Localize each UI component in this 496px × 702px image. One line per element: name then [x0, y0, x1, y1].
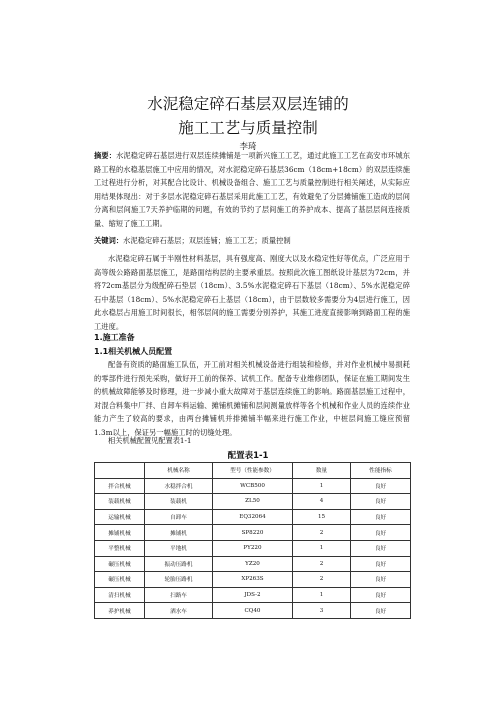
table-cell: 良好 — [351, 509, 411, 525]
table-cell: 扫路车 — [145, 587, 213, 603]
table-cell: 良好 — [351, 587, 411, 603]
table-header-cell: 机械名称 — [145, 463, 213, 479]
table-cell: 良好 — [351, 540, 411, 556]
table-cell: 运输机械 — [95, 509, 145, 525]
table-cell: 摊铺机 — [145, 525, 213, 541]
table-cell: 2 — [293, 556, 351, 572]
abstract — [94, 149, 410, 231]
table-header-cell: 性能指标 — [351, 463, 411, 479]
table-cell: 平地机 — [145, 540, 213, 556]
table-cell: 良好 — [351, 572, 411, 588]
table-cell: EQ32064 — [213, 509, 293, 525]
table-row — [95, 540, 411, 556]
equipment-paragraph: 配备有资质的路面施工队伍，开工前对相关机械设备进行组装和检修，并对作业机械中易损耗的零部件进行预先采购，做好开工前的保养、试机工作。配备专业维修团队，保证在施工期间发生的机械故障能够及时修理，进一步减小重大故障对于基层连续施工的影响。路面基层施工过程中，对混合料集中厂拌、自卸车料运输、摊铺机摊铺和层间测量放样等各个机械和作业人员的连续作业能力产生了较高的要求，由两台摊铺机并排摊铺半幅来进行施工作业，中桩层间施工缝应预留1.3m以上，保证另一幅施工时的切缝处理。 — [94, 360, 410, 437]
table-cell: 15 — [293, 509, 351, 525]
table-row — [95, 509, 411, 525]
table-cell: 清扫机械 — [95, 587, 145, 603]
table-cell: 良好 — [351, 603, 411, 619]
table-cell: 1 — [293, 540, 351, 556]
table-cell: 装载机 — [145, 494, 213, 510]
keywords-label: 关键词： — [94, 236, 124, 245]
title-line-1: 水泥稳定碎石基层双层连铺的 — [147, 95, 349, 113]
table-cell: 2 — [293, 572, 351, 588]
table-cell: JDS-2 — [213, 587, 293, 603]
table-cell: 装载机械 — [95, 494, 145, 510]
table-row — [95, 572, 411, 588]
table-cell: PY220 — [213, 540, 293, 556]
table-cell: 自卸车 — [145, 509, 213, 525]
table-cell: CQ40 — [213, 603, 293, 619]
table-cell: 1 — [293, 478, 351, 494]
table-row — [95, 556, 411, 572]
table-cell: 拌合机械 — [95, 478, 145, 494]
table-cell: 水稳拌合机 — [145, 478, 213, 494]
table-cell: 碾压机械 — [95, 556, 145, 572]
table-cell: 1 — [293, 587, 351, 603]
table-cell: 4 — [293, 494, 351, 510]
table-cell: 良好 — [351, 556, 411, 572]
table-title: 配置表1-1 — [227, 451, 269, 461]
table-cell: 3 — [293, 603, 351, 619]
table-cell: 碾压机械 — [95, 572, 145, 588]
table-cell: 良好 — [351, 525, 411, 541]
table-row — [95, 478, 411, 494]
table-cell: WCB500 — [213, 478, 293, 494]
table-cell: 良好 — [351, 478, 411, 494]
table-row — [95, 494, 411, 510]
table-cell: 平整机械 — [95, 540, 145, 556]
table-header-cell — [95, 463, 145, 479]
table-lead-text: 相关机械配置见配置表1-1 — [108, 436, 192, 445]
abstract-label: 摘要： — [94, 151, 117, 160]
table-row — [95, 587, 411, 603]
table-cell: XP263S — [213, 572, 293, 588]
table-cell: 轮胎压路机 — [145, 572, 213, 588]
table-cell: SP8220 — [213, 525, 293, 541]
equipment-table — [94, 462, 411, 619]
table-cell: 洒水车 — [145, 603, 213, 619]
intro-paragraph: 水泥稳定碎石属于半刚性材料基层，具有强度高、刚度大以及水稳定性好等优点，广泛应用于高等级公路路面基层施工，是路面结构层的主要承重层。按照此次施工图纸设计基层为72cm，并将72cm基层分为级配碎石垫层（18cm）、3.5%水泥稳定碎石下基层（18cm）、5%水泥稳定碎石中基层（18cm）、5%水泥稳定碎石上基层（18cm），由于层数较多需要分为4层进行施工，因此水稳层占用施工时间很长，相邻层间的施工需要分别养护，其施工进度直接影响到路面工程的施工进度。 — [94, 254, 410, 331]
table-header-row — [95, 463, 411, 479]
abstract-text: 水泥稳定碎石基层进行双层连续摊铺是一项新兴施工工艺，通过此施工工艺在高安市环城东路工程的水稳基层施工中应用的情况，对水泥稳定碎石基层36cm（18cm+18cm）的双层连续施工过程进行分析，对其配合比设计、机械设备组合、施工工艺与质量控制进行相关阐述，从实际应用结果体现出：对于多层水泥稳定碎石基层采用此施工工艺，有效避免了分层摊铺施工造成的层间分离和层间施工7天养护临期的问题，有效的节约了层间施工的养护成本、提高了基层层间连接质量、缩短了施工工期。 — [94, 151, 410, 228]
table-cell: ZL50 — [213, 494, 293, 510]
title-line-2: 施工工艺与质量控制 — [178, 119, 318, 137]
table-cell: 摊铺机械 — [95, 525, 145, 541]
keywords-text: 水泥稳定碎石基层；双层连铺；施工工艺；质量控制 — [123, 236, 291, 245]
table-row — [95, 525, 411, 541]
section-heading-1-1: 1.1相关机械人员配置 — [94, 347, 173, 356]
table-cell: 养护机械 — [95, 603, 145, 619]
section-heading-1: 1.施工准备 — [94, 333, 135, 342]
table-row — [95, 603, 411, 619]
table-cell: 良好 — [351, 494, 411, 510]
table-header-cell: 数量 — [293, 463, 351, 479]
table-header-cell: 型号（性能参数） — [213, 463, 293, 479]
keywords — [94, 234, 410, 248]
table-cell: 振动压路机 — [145, 556, 213, 572]
author: 李琦 — [239, 142, 257, 152]
table-cell: YZ20 — [213, 556, 293, 572]
table-cell: 2 — [293, 525, 351, 541]
